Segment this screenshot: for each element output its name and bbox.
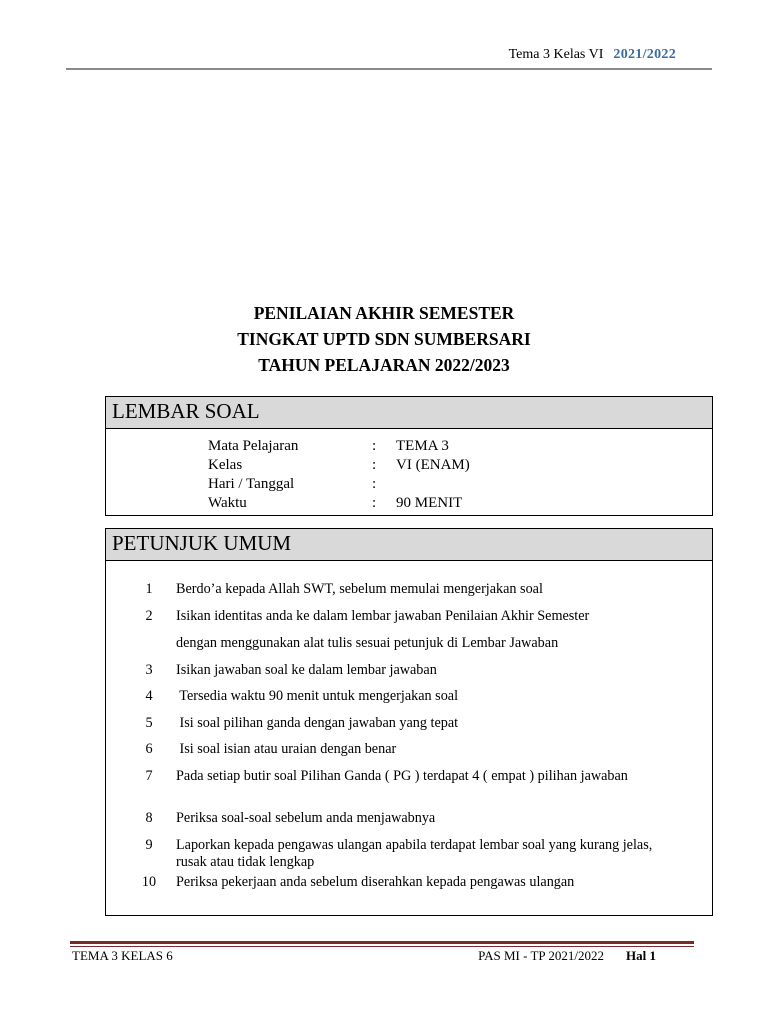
petunjuk-umum-heading: PETUNJUK UMUM xyxy=(106,529,712,561)
identity-row xyxy=(208,475,470,494)
footer-exam-label: PAS MI - TP 2021/2022 xyxy=(478,948,605,963)
item-number: 1 xyxy=(145,581,153,597)
item-number: 5 xyxy=(145,715,153,731)
identity-sep: : xyxy=(372,438,377,454)
petunjuk-umum-box xyxy=(105,528,713,916)
lembar-soal-heading: LEMBAR SOAL xyxy=(106,397,712,429)
page-number: Hal 1 xyxy=(626,948,656,963)
running-header xyxy=(509,47,676,63)
header-rule xyxy=(66,68,712,70)
item-text: Pada setiap butir soal Pilihan Ganda ( PG ) terdapat 4 ( empat ) pilihan jawaban xyxy=(176,768,628,784)
item-number: 7 xyxy=(145,768,153,784)
footer-right xyxy=(478,948,656,964)
title-line-1: PENILAIAN AKHIR SEMESTER xyxy=(253,303,515,323)
title-line-2: TINGKAT UPTD SDN SUMBERSARI xyxy=(237,329,531,349)
identity-value: VI (ENAM) xyxy=(396,457,470,473)
document-title xyxy=(0,300,768,378)
identity-key: Mata Pelajaran xyxy=(208,438,299,454)
footer-left: TEMA 3 KELAS 6 xyxy=(72,948,173,963)
item-text: dengan menggunakan alat tulis sesuai petunjuk di Lembar Jawaban xyxy=(176,635,559,651)
item-number: 4 xyxy=(145,688,153,704)
header-title: Tema 3 Kelas VI xyxy=(508,47,604,62)
identity-key: Hari / Tanggal xyxy=(208,476,295,492)
item-text: Isi soal isian atau uraian dengan benar xyxy=(176,741,397,757)
footer-rule-thin xyxy=(70,946,694,947)
item-number: 3 xyxy=(145,662,153,678)
identity-sep: : xyxy=(372,457,377,473)
item-text: Isi soal pilihan ganda dengan jawaban yang tepat xyxy=(176,715,459,731)
identity-sep: : xyxy=(372,476,377,492)
item-number: 8 xyxy=(145,810,153,826)
item-number: 6 xyxy=(145,741,153,757)
item-text: Laporkan kepada pengawas ulangan apabila terdapat lembar soal yang kurang jelas, rusak atau tidak lengkap xyxy=(176,837,653,870)
item-text: Tersedia waktu 90 menit untuk mengerjakan soal xyxy=(176,688,459,704)
title-line-3: TAHUN PELAJARAN 2022/2023 xyxy=(258,355,510,375)
identity-row xyxy=(208,437,470,456)
item-number: 9 xyxy=(145,837,153,853)
item-text: Periksa soal-soal sebelum anda menjawabnya xyxy=(176,810,436,826)
item-text: Berdo’a kepada Allah SWT, sebelum memulai mengerjakan soal xyxy=(176,581,543,597)
footer-rule-thick xyxy=(70,941,694,944)
identity-sep: : xyxy=(372,495,377,511)
identity-value: 90 MENIT xyxy=(396,495,463,511)
header-year: 2021/2022 xyxy=(613,47,676,62)
item-number: 10 xyxy=(141,874,157,890)
identity-row xyxy=(208,456,470,475)
item-text: Periksa pekerjaan anda sebelum diserahkan kepada pengawas ulangan xyxy=(176,874,575,890)
identity-key: Waktu xyxy=(208,495,247,511)
identity-key: Kelas xyxy=(208,457,243,473)
identity-table xyxy=(208,437,470,513)
identity-value: TEMA 3 xyxy=(396,438,449,454)
item-number: 2 xyxy=(145,608,153,624)
item-text: Isikan jawaban soal ke dalam lembar jawaban xyxy=(176,662,437,678)
identity-row xyxy=(208,494,470,513)
lembar-soal-box xyxy=(105,396,713,516)
item-text: Isikan identitas anda ke dalam lembar jawaban Penilaian Akhir Semester xyxy=(176,608,590,624)
